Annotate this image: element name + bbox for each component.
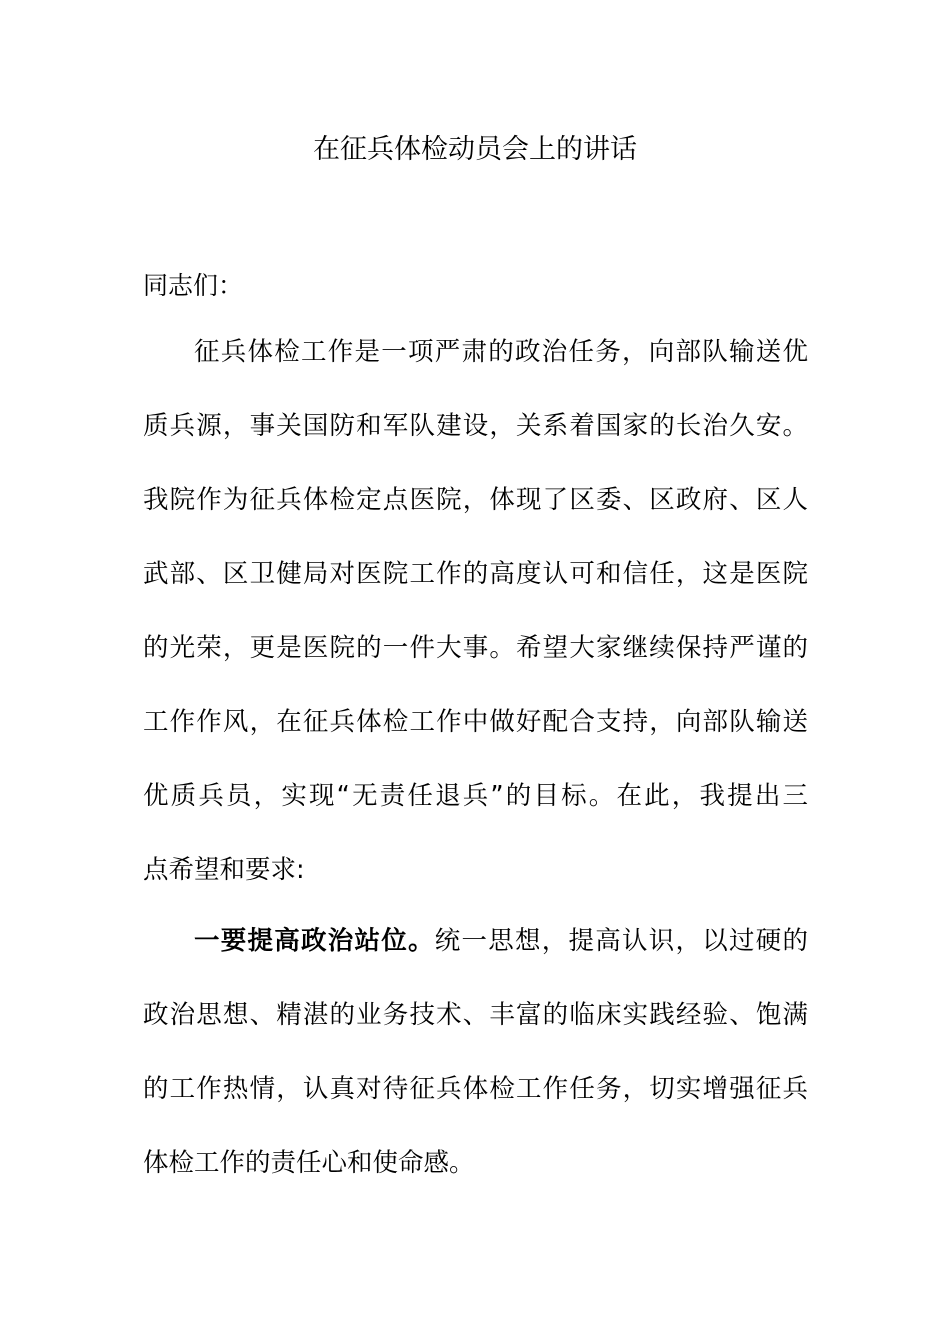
paragraph-1-line: 优质兵员，实现“无责任退兵”的目标。在此，我提出三 (143, 781, 808, 811)
paragraph-2 (143, 923, 808, 1219)
paragraph-1-line: 我院作为征兵体检定点医院，体现了区委、区政府、区人 (143, 485, 808, 515)
paragraph-1-line: 点希望和要求: (143, 855, 305, 885)
paragraph-1-line: 征兵体检工作是一项严肃的政治任务，向部队输送优 (194, 337, 808, 367)
paragraph-1-line: 的光荣，更是医院的一件大事。希望大家继续保持严谨的 (143, 633, 808, 663)
paragraph-1-line: 武部、区卫健局对医院工作的高度认可和信任，这是医院 (143, 559, 808, 589)
paragraph-2-first-line (143, 923, 808, 997)
paragraph-1-line: 质兵源，事关国防和军队建设，关系着国家的长治久安。 (143, 411, 808, 441)
document-title: 在征兵体检动员会上的讲话 (313, 134, 637, 165)
paragraph-2-first-line-text: 统一思想，提高认识，以过硬的 (434, 926, 808, 956)
paragraph-1-line: 工作作风，在征兵体检工作中做好配合支持，向部队输送 (143, 707, 808, 737)
paragraph-2-line: 政治思想、精湛的业务技术、丰富的临床实践经验、饱满 (143, 1000, 808, 1030)
paragraph-2-heading: 一要提高政治站位。 (194, 926, 435, 956)
paragraph-2-line: 的工作热情，认真对待征兵体检工作任务，切实增强征兵 (143, 1074, 808, 1104)
salutation: 同志们： (143, 271, 244, 300)
paragraph-1 (143, 334, 808, 926)
paragraph-2-line: 体检工作的责任心和使命感。 (143, 1148, 475, 1178)
